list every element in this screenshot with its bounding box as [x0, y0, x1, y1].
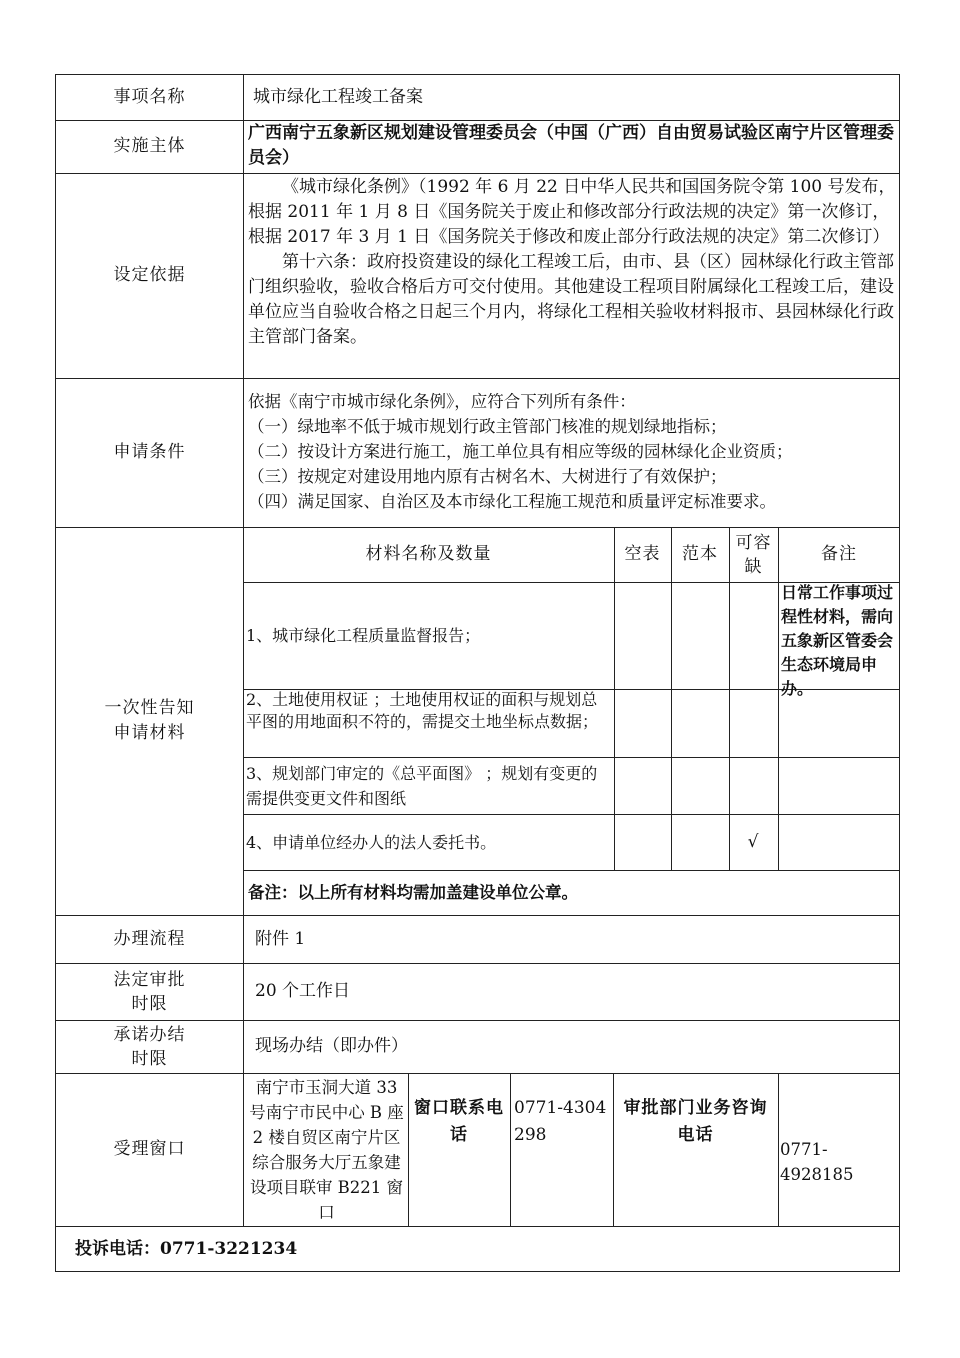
- consult-phone-label: 审批部门业务咨询电话: [623, 1098, 768, 1145]
- promise-time-label-line: 承诺办结: [113, 1024, 186, 1045]
- material-item-note: 日常工作事项过程性材料，需向五象新区管委会生态环境局申办。: [781, 583, 894, 698]
- basis-paragraph-1: 《城市绿化条例》（1992 年 6 月 22 日中华人民共和国国务院令第 100 号发布，根据 2011 年 1 月 8 日《国务院关于废止和修改部分行政法规的决定》第一次修订，根据 2017 年 3 月 1 日《国务院关于修改和废止部分行政法规的决定》第二次修订）: [248, 177, 896, 247]
- legal-time-label-line: 法定审批: [113, 969, 186, 990]
- materials-header-blank: 空表: [624, 544, 661, 564]
- material-optional-check: √: [747, 831, 760, 852]
- legal-time-value: 20 个工作日: [255, 981, 351, 1001]
- material-item-name: 1、城市绿化工程质量监督报告；: [246, 626, 481, 645]
- window-label: 受理窗口: [113, 1139, 186, 1159]
- basis-text: [245, 175, 900, 378]
- subject-value: 广西南宁五象新区规划建设管理委员会（中国（广西）自由贸易试验区南宁片区管理委员会）: [248, 123, 894, 168]
- conditions-label: 申请条件: [113, 442, 186, 462]
- window-phone: 0771-4304298: [514, 1098, 607, 1145]
- promise-time-label: [56, 1020, 243, 1073]
- optional-header-line: 缺: [744, 556, 763, 577]
- process-label: 办理流程: [113, 928, 186, 949]
- optional-header-line: 可容: [735, 532, 772, 553]
- materials-label: [56, 527, 243, 915]
- promise-time-label-line: 时限: [131, 1048, 168, 1069]
- process-value: 附件 1: [255, 928, 306, 949]
- basis-label: 设定依据: [113, 265, 186, 285]
- material-item-name: 4、申请单位经办人的法人委托书。: [246, 832, 497, 852]
- window-address: 南宁市玉洞大道 33 号南宁市民中心 B 座 2 楼自贸区南宁片区综合服务大厅五象建设项目联审 B221 窗口: [249, 1078, 404, 1222]
- consult-phone: 0771-4928185: [780, 1140, 854, 1184]
- complaint-phone: 投诉电话：0771-3221234: [75, 1238, 298, 1259]
- conditions-text: [245, 389, 900, 521]
- subject-label: 实施主体: [113, 136, 186, 156]
- material-item-name: 2、土地使用权证 ；土地使用权证的面积与规划总平图的用地面积不符的，需提交土地坐标点数据；: [246, 690, 599, 731]
- basis-paragraph-2: 第十六条：政府投资建设的绿化工程竣工后，由市、县（区）园林绿化行政主管部门组织验收，验收合格后方可交付使用。其他建设工程项目附属绿化工程竣工后，建设单位应当自验收合格之日起三个月内，将绿化工程相关验收材料报市、县园林绿化行政主管部门备案。: [248, 252, 894, 347]
- window-phone-label: 窗口联系电话: [414, 1098, 504, 1145]
- material-item-name: 3、规划部门审定的《总平面图》 ；规划有变更的需提供变更文件和图纸: [246, 764, 598, 808]
- materials-header-sample: 范本: [682, 544, 718, 564]
- materials-header-note: 备注: [821, 544, 857, 564]
- materials-label-line: 申请材料: [113, 723, 186, 743]
- condition-line: 依据《南宁市城市绿化条例》，应符合下列所有条件：: [248, 392, 636, 411]
- legal-time-label-line: 时限: [131, 993, 168, 1014]
- materials-label-line: 一次性告知: [104, 698, 195, 718]
- condition-line: （三）按规定对建设用地内原有古树名木、大树进行了有效保护；: [248, 467, 727, 486]
- promise-time-value: 现场办结（即办件）: [255, 1036, 408, 1056]
- materials-header-optional: [729, 527, 778, 582]
- item-name-value: 城市绿化工程竣工备案: [253, 86, 423, 107]
- condition-line: （一）绿地率不低于城市规划行政主管部门核准的规划绿地指标；: [248, 417, 727, 436]
- legal-time-label: [56, 963, 243, 1020]
- condition-line: （四）满足国家、自治区及本市绿化工程施工规范和质量评定标准要求。: [248, 492, 776, 511]
- materials-header-name: 材料名称及数量: [365, 544, 492, 564]
- item-name-label: 事项名称: [113, 86, 186, 107]
- materials-remark: 备注：以上所有材料均需加盖建设单位公章。: [248, 883, 578, 902]
- condition-line: （二）按设计方案进行施工，施工单位具有相应等级的园林绿化企业资质；: [248, 442, 793, 461]
